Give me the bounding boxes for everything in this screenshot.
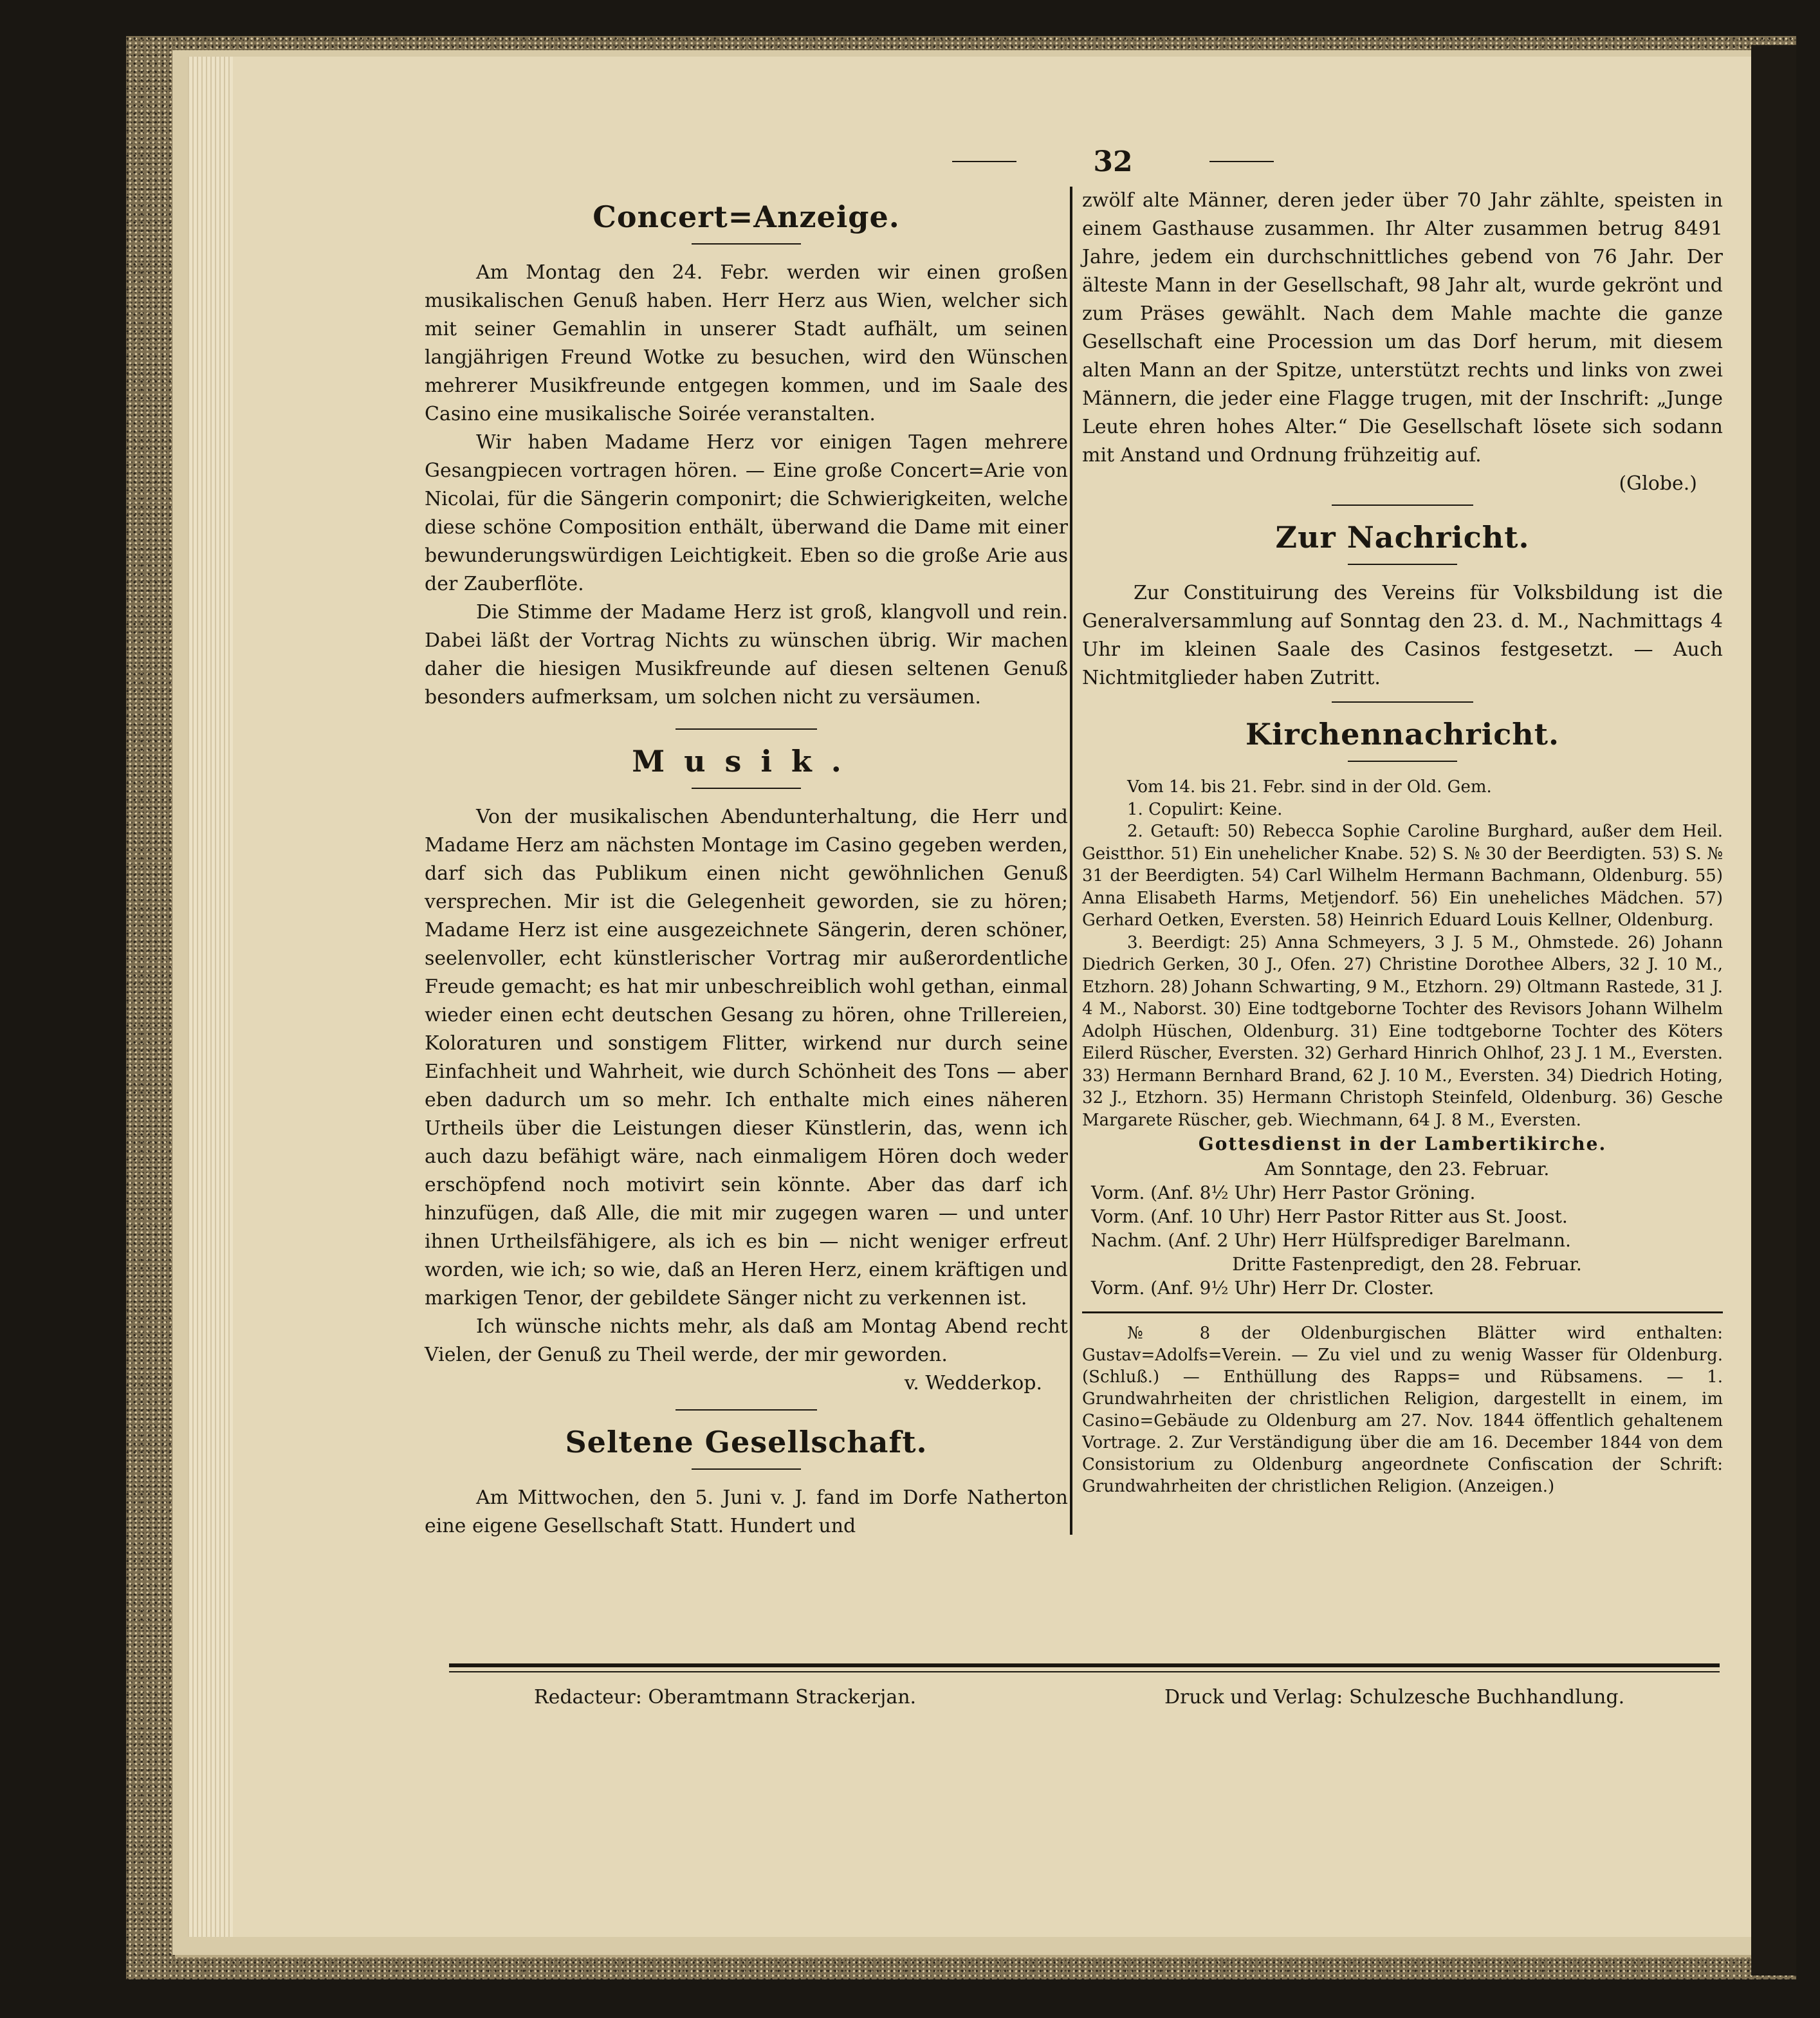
service-line: Vorm. (Anf. 10 Uhr) Herr Pastor Ritter aus St. Joost. xyxy=(1091,1206,1568,1227)
publisher-line: Druck und Verlag: Schulzesche Buchhandlung. xyxy=(1164,1686,1625,1708)
title-rule xyxy=(692,1468,801,1470)
column-divider xyxy=(1070,187,1072,1535)
title-rule xyxy=(1348,564,1457,565)
section-rule xyxy=(676,728,817,730)
fasten-date: Dritte Fastenpredigt, den 28. Februar. xyxy=(1232,1254,1582,1275)
source-credit: (Globe.) xyxy=(1619,472,1697,495)
church-copulirt: 1. Copulirt: Keine. xyxy=(1127,799,1283,819)
section-rule xyxy=(1332,701,1473,703)
section-rule xyxy=(676,1409,817,1411)
church-news xyxy=(1082,776,1723,1131)
service-line: Vorm. (Anf. 9½ Uhr) Herr Dr. Closter. xyxy=(1091,1277,1435,1299)
section-rule xyxy=(1332,504,1473,506)
binding-shadow xyxy=(1751,45,1796,1976)
notice-rule xyxy=(1082,1311,1723,1313)
gesellschaft-continuation: zwölf alte Männer, deren jeder über 70 Jahr zählte, speisten in einem Gasthause zusammen. Ihr Alter zusammen betrug 8491 Jahre, jedem ein durchschnittliches gebend von 76 Jahr. Der älteste Mann in der Gesellschaft, 98 Jahr alt, wurde gekrönt und zum Präses gewählt. Nach dem Mahle machte die ganze Gesellschaft eine Procession um das Dorf herum, mit diesem alten Mann an der Spitze, unterstützt rechts und links von zwei Männern, die jeder eine Flagge trugen, mit der Inschrift: „Junge Leute ehren hohes Alter.“ Die Gesellschaft lösete sich sodann mit Anstand und Ordnung frühzeitig auf. xyxy=(1082,189,1723,467)
editor-line: Redacteur: Oberamtmann Strackerjan. xyxy=(534,1686,917,1708)
page-number: 32 xyxy=(1093,145,1133,178)
left-column xyxy=(425,187,1068,1541)
church-getauft: 2. Getauft: 50) Rebecca Sophie Caroline Burghard, außer dem Heil. Geistthor. 51) Ein unehelicher Knabe. 52) S. № 30 der Beerdigten. 53) S. № 31 der Beerdigten. 54) Carl Wilhelm Hermann Bachmann, Oldenburg. 55) Anna Elisabeth Harms, Metjendorf. 56) Ein uneheliches Mädchen. 57) Gerhard Oetken, Eversten. 58) Heinrich Eduard Louis Kellner, Oldenburg. xyxy=(1082,822,1723,930)
gottesdienst-title: Gottesdienst in der Lambertikirche. xyxy=(1198,1133,1607,1154)
service-line: Vorm. (Anf. 8½ Uhr) Herr Pastor Gröning. xyxy=(1091,1182,1476,1203)
musik-signature: v. Wedderkop. xyxy=(904,1372,1042,1394)
church-intro: Vom 14. bis 21. Febr. sind in der Old. Gem. xyxy=(1127,777,1492,797)
next-issue-notice: № 8 der Oldenburgischen Blätter wird enthalten: Gustav=Adolfs=Verein. — Zu viel und zu wenig Wasser für Oldenburg. (Schluß.) — Enthüllung des Rapps= und Rübsamens. — 1. Grundwahrheiten der christlichen Religion, dargestellt in einem, im Casino=Gebäude zu Oldenburg am 27. Nov. 1844 öffentlich gehaltenem Vortrage. 2. Zur Verständigung über die am 16. December 1844 von dem Consistorium zu Oldenburg angeordnete Confiscation der Schrift: Grundwahrheiten der christlichen Religion. (Anzeigen.) xyxy=(1082,1324,1723,1496)
page-content xyxy=(386,129,1743,1802)
page-edges xyxy=(188,57,233,1937)
church-beerdigt: 3. Beerdigt: 25) Anna Schmeyers, 3 J. 5 M., Ohmstede. 26) Johann Diedrich Gerken, 30 J., Ofen. 27) Christine Dorothee Albers, 32 J. 10 M., Etzhorn. 28) Johann Schwarting, 9 M., Etzhorn. 29) Oltmann Rastede, 31 J. 4 M., Naborst. 30) Eine todtgeborne Tochter des Revisors Johann Wilhelm Adolph Hüschen, Oldenburg. 31) Eine todtgeborne Tochter des Köters Eilerd Rüscher, Eversten. 32) Gerhard Hinrich Ohlhof, 23 J. 1 M., Eversten. 33) Hermann Bernhard Brand, 62 J. 10 M., Eversten. 34) Diedrich Hoting, 32 J., Etzhorn. 35) Hermann Christoph Steinfeld, Oldenburg. 36) Gesche Margarete Rüscher, geb. Wiechmann, 64 J. 8 M., Eversten. xyxy=(1082,932,1723,1130)
footer-rule xyxy=(449,1663,1720,1672)
page-number-rule-left xyxy=(952,161,1016,162)
title-rule xyxy=(692,243,801,245)
musik-title: Musik. xyxy=(632,744,861,779)
nachricht-paragraph: Zur Constituirung des Vereins für Volksbildung ist die Generalversammlung auf Sonntag den 23. d. M., Nachmittags 4 Uhr im kleinen Saale des Casinos festgesetzt. — Auch Nichtmitglieder haben Zutritt. xyxy=(1082,582,1723,689)
concert-paragraph: Wir haben Madame Herz vor einigen Tagen mehrere Gesangpiecen vortragen hören. — Eine große Concert=Arie von Nicolai, für die Sängerin componirt; die Schwierigkeiten, welche diese schöne Composition enthält, überwand die Dame mit einer bewunderungswürdigen Leichtigkeit. Eben so die große Arie aus der Zauberflöte. xyxy=(425,431,1068,595)
musik-paragraph: Ich wünsche nichts mehr, als daß am Montag Abend recht Vielen, der Genuß zu Theil werde, der mir geworden. xyxy=(425,1315,1068,1366)
right-column xyxy=(1082,187,1723,1497)
gesellschaft-title: Seltene Gesellschaft. xyxy=(565,1425,928,1459)
title-rule xyxy=(1348,761,1457,762)
page-number-rule-right xyxy=(1209,161,1274,162)
concert-paragraph: Am Montag den 24. Febr. werden wir einen großen musikalischen Genuß haben. Herr Herz aus Wien, welcher sich mit seiner Gemahlin in unserer Stadt aufhält, um seinen langjährigen Freund Wotke zu besuchen, wird den Wünschen mehrerer Musikfreunde entgegen kommen, und im Saale des Casino eine musikalische Soirée veranstalten. xyxy=(425,261,1068,425)
title-rule xyxy=(692,788,801,789)
sunday-date: Am Sonntage, den 23. Februar. xyxy=(1264,1158,1550,1180)
nachricht-title: Zur Nachricht. xyxy=(1275,520,1530,555)
gesellschaft-paragraph: Am Mittwochen, den 5. Juni v. J. fand im Dorfe Natherton eine eigene Gesellschaft Statt. Hundert und xyxy=(425,1486,1068,1537)
musik-paragraph: Von der musikalischen Abendunterhaltung, die Herr und Madame Herz am nächsten Montage im Casino gegeben werden, darf sich das Publikum einen nicht gewöhnlichen Genuß versprechen. Mir ist die Gelegenheit geworden, sie zu hören; Madame Herz ist eine ausgezeichnete Sängerin, deren schöner, seelenvoller, echt künstlerischer Vortrag mir außerordentliche Freude gemacht; es hat mir unbeschreiblich wohl gethan, einmal wieder einen echt deutschen Gesang zu hören, ohne Trillereien, Koloraturen und sonstigem Flitter, wirkend nur durch seine Einfachheit und Wahrheit, wie durch Schönheit des Tons — aber eben dadurch um so mehr. Ich enthalte mich eines näheren Urtheils über die Leistungen dieser Künstlerin, das, wenn ich auch dazu befähigt wäre, nach einmaligem Hören doch weder erschöpfend noch motivirt sein könnte. Aber das darf ich hinzufügen, daß Alle, die mit mir zugegen waren — und unter ihnen Urtheilsfähigere, als ich es bin — nicht weniger erfreut worden, wie ich; so wie, daß an Heren Herz, einem kräftigen und markigen Tenor, der gebildete Sänger nicht zu verkennen ist. xyxy=(425,806,1068,1310)
service-line: Nachm. (Anf. 2 Uhr) Herr Hülfsprediger Barelmann. xyxy=(1091,1230,1571,1251)
kirche-title: Kirchennachricht. xyxy=(1246,717,1559,752)
concert-title: Concert=Anzeige. xyxy=(593,199,900,234)
concert-paragraph: Die Stimme der Madame Herz ist groß, klangvoll und rein. Dabei läßt der Vortrag Nichts zu wünschen übrig. Wir machen daher die hiesigen Musikfreunde auf diesen seltenen Genuß besonders aufmerksam, um solchen nicht zu versäumen. xyxy=(425,601,1068,708)
